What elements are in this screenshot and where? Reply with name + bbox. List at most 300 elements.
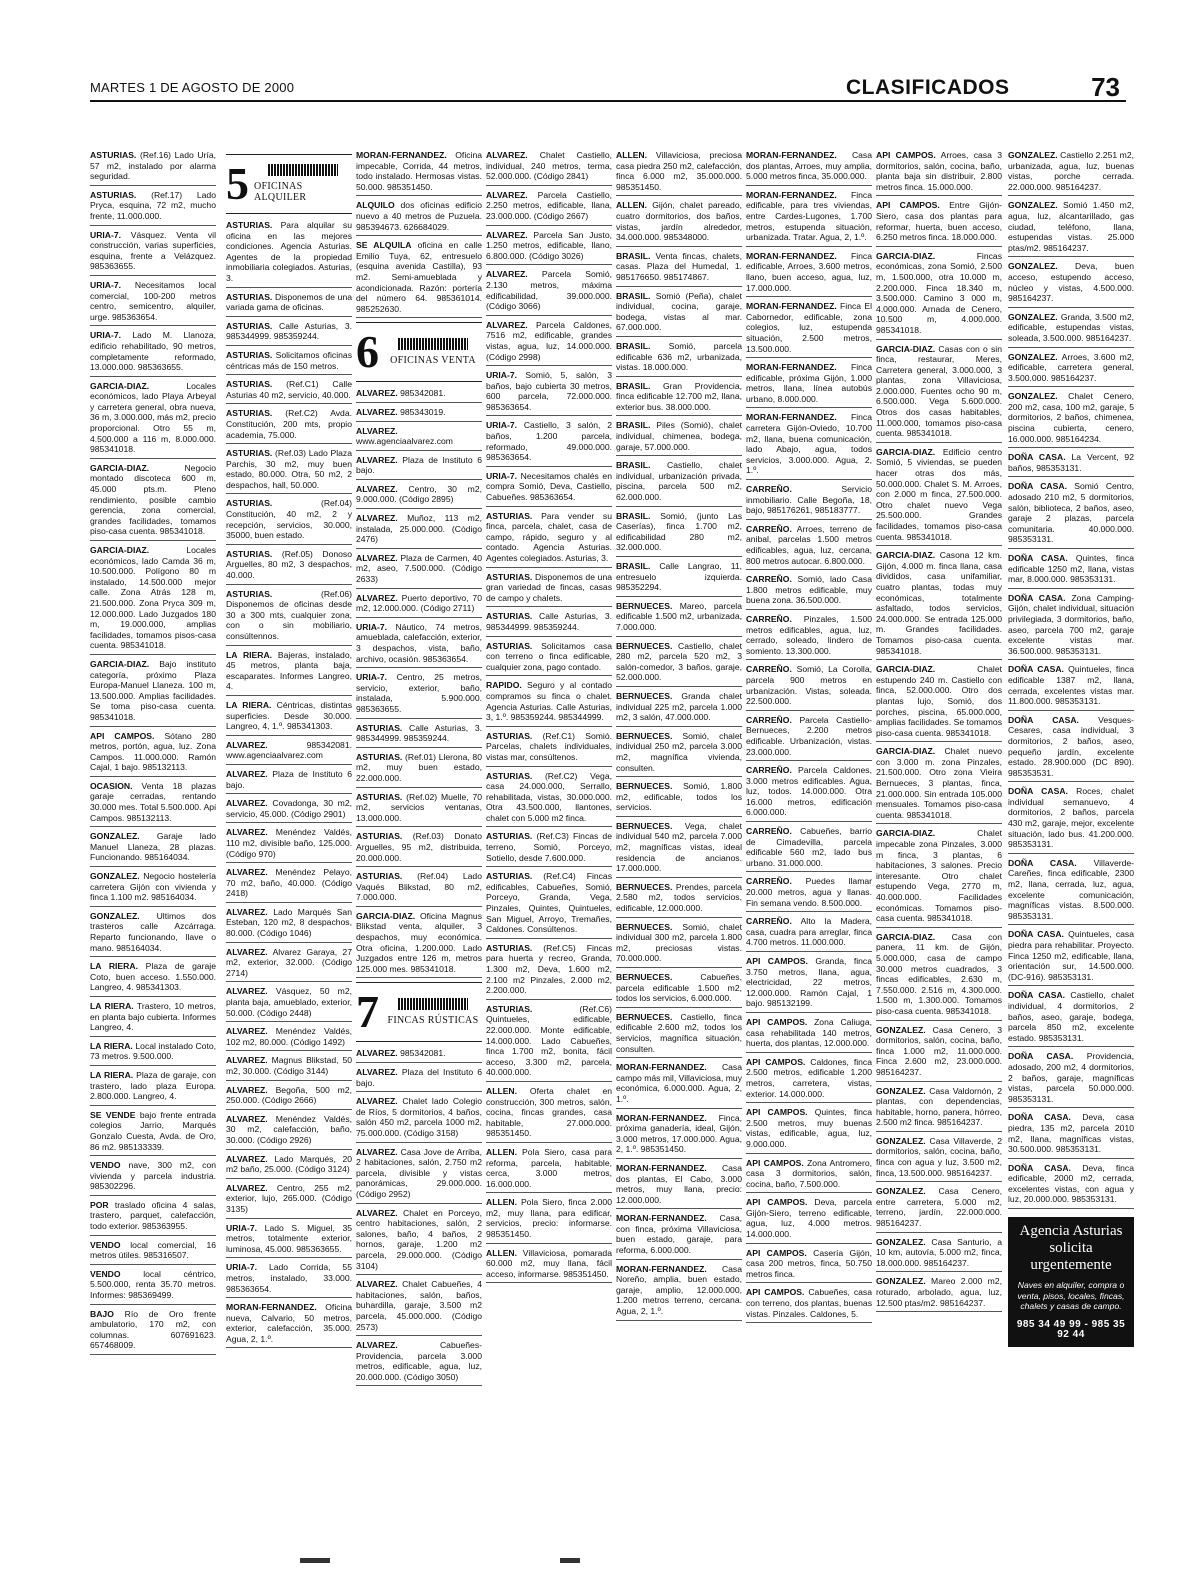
column-2: [226, 150, 352, 1555]
classified-ad: [746, 664, 872, 710]
classified-ad: [356, 792, 482, 828]
ad-text: Pinzales, 1.500 metros edificables, agua, luz, cerrado, soleado, lindero de somiento. 13.300.000.: [746, 613, 872, 656]
ad-text: Castiello 2.251 m2, urbanizada, agua, luz, buenas vistas, porche cerrada. 22.000.000. 985164237.: [1008, 150, 1134, 192]
ad-text: Quintes, finca edificable 1250 m2, llana, vistas mar, 8.000.000. 985353131.: [1008, 553, 1134, 585]
classified-ad: [226, 498, 352, 544]
ad-text: Entre Gijón-Siero, casa dos plantas para reformar, huerta, buen acceso, 6.250 metros finca. 18.000.000.: [876, 200, 1002, 243]
advertiser-name: ALVAREZ.: [226, 1113, 268, 1124]
classified-ad: [616, 420, 742, 456]
advertiser-name: ASTURIAS.: [226, 320, 273, 331]
ad-text: Calle Asturias, 3. 985344999. 985359244.: [356, 722, 482, 744]
advertiser-name: ASTURIAS.: [226, 379, 273, 390]
ad-text: Gran Providencia, finca edificable 12.700 m2, llana, exterior bus. 38.000.000.: [616, 380, 742, 412]
classified-ad: [356, 484, 482, 509]
ad-text: Vesques-Cesares, casa individual, 3 dormitorios, 2 baños, aseo, pequeño jardín, excelente estado. 28.900.000 (DC 890). 985353531.: [1008, 714, 1134, 778]
advertiser-name: ASTURIAS.: [486, 770, 533, 781]
classified-ad: [1008, 593, 1134, 661]
ad-text: Ultimos dos trasteros calle Azcárraga. Reparto funcionando, llave o mano. 985164034.: [90, 910, 216, 953]
classified-ad: [90, 1041, 216, 1066]
classified-ad: [486, 150, 612, 186]
ad-text: Plaza de garaje Coto, buen acceso. 1.550.000. Langreo, 4. 985341303.: [90, 961, 216, 993]
advertiser-name: GARCIA-DIAZ.: [876, 746, 936, 757]
ad-text: Menéndez Valdés, 102 m2, 80.000. (Código 1492): [226, 1026, 352, 1047]
section-number: 7: [356, 986, 379, 1038]
classified-ad: [90, 1269, 216, 1305]
section-number: 5: [226, 158, 249, 209]
ad-text: Somió, (junto Las Caserías), finca 1.700 m2, edificabilidad 280 m2, 32.000.000.: [616, 510, 742, 553]
ad-text: Finca El Cabornedor, edificable, zona colegios, luz, estupenda situación, 2.500 metros, 13.500.000.: [746, 301, 872, 354]
advertiser-name: RAPIDO.: [486, 680, 522, 691]
classified-ad: [616, 641, 742, 687]
advertiser-name: BERNUECES.: [616, 1011, 673, 1022]
ad-text: Castiello, chalet individual, urbanización privada, piscina, parcela 500 m2, 62.000.000.: [616, 460, 742, 503]
section-header-s7: [356, 982, 482, 1042]
advertiser-name: MORAN-FERNANDEZ.: [746, 189, 837, 200]
classified-ad: [226, 448, 352, 494]
ad-text: Granda, finca 3.750 metros, llana, agua, electricidad, 22 metros, 12.000.000. Ramón Cajal, 1 bajo. 985132199.: [746, 956, 872, 1009]
advertiser-name: ALQUILO: [356, 200, 395, 211]
classified-ad: [616, 1213, 742, 1259]
advertiser-name: BRASIL.: [616, 250, 651, 261]
advertiser-name: ASTURIAS.: [226, 498, 273, 509]
ad-text: Náutico, 74 metros, amueblada, calefacción, exterior, 3 despachos, vista, baño, archivo, ocasión. 985363654.: [356, 621, 482, 664]
ad-text: Parcela Castiello-Bernueces, 2.200 metros edificable. Urbanización, vistas. 23.000.000.: [746, 714, 872, 757]
classified-ad: [226, 1302, 352, 1348]
classified-ad: [876, 1186, 1002, 1232]
ad-text: local céntrico, 5.500.000, renta 35.70 metros. Informes: 985369499.: [90, 1268, 216, 1301]
classified-ad: [486, 511, 612, 568]
classified-ad: [746, 916, 872, 952]
ad-text: Finca edificable, para tres viviendas, entre Cardes-Lugones, 1.700 metros, estupenda situación, urbanizada. Tratar. Agua, 2, 1.º.: [746, 189, 872, 243]
classified-ad: [486, 230, 612, 266]
ad-text: Solicitamos oficinas céntricas más de 150 metros.: [226, 349, 352, 371]
classified-ad: [90, 330, 216, 376]
ad-text: (Ref.C1) Somió. Parcelas, chalets individuales, vistas mar, consúltenos.: [486, 730, 612, 762]
advertiser-name: BRASIL.: [616, 340, 651, 351]
classified-ad: [90, 463, 216, 541]
ad-text: Deva, parcela Gijón-Siero, terreno edificable, agua, luz, 4.000 metros. 14.000.000.: [746, 1197, 872, 1240]
advertiser-name: ALVAREZ.: [356, 388, 398, 399]
ad-text: Puedes llamar 20.000 metros, agua y llanas. Fin semana vendo. 8.500.000.: [746, 876, 872, 908]
advertiser-name: GARCIA-DIAZ.: [90, 380, 150, 391]
advertiser-name: MORAN-FERNANDEZ.: [746, 301, 837, 312]
classified-ad: [356, 553, 482, 589]
classified-ad: [1008, 391, 1134, 448]
classified-ad: [226, 1223, 352, 1259]
classified-ad: [90, 659, 216, 727]
classified-ad: [226, 1183, 352, 1219]
advertiser-name: BERNUECES.: [616, 820, 673, 831]
ad-text: Cabueñes, parcela edificable 1.500 m2, todos los servicios, 6.000.000.: [616, 972, 742, 1004]
advertiser-name: GONZALEZ.: [876, 1085, 926, 1096]
advertiser-name: GONZALEZ.: [90, 831, 140, 842]
advertiser-name: GARCIA-DIAZ.: [876, 343, 936, 354]
advertiser-name: BERNUECES.: [616, 972, 673, 982]
advertiser-name: GONZALEZ.: [876, 1186, 926, 1197]
advertiser-name: BERNUECES.: [616, 640, 673, 651]
advertiser-name: CARREÑO.: [746, 613, 792, 624]
advertiser-name: ALVAREZ.: [356, 425, 398, 436]
classified-ad: [876, 200, 1002, 246]
advertiser-name: DOÑA CASA.: [1008, 714, 1079, 725]
ad-text: Chalet estupendo 240 m. Castiello con finca, 52.000.000. Otro dos plantas lujo, Somió, dos porches, piscina, 65.000.000, amplias facilidades. Se tomamos piso-casa cuenta. 985341018.: [876, 664, 1002, 738]
advertiser-name: LA RIERA.: [90, 1069, 134, 1080]
advertiser-name: ALVAREZ.: [356, 1279, 398, 1290]
ad-text: Villaviciosa, pomarada 60.000 m2, muy llana, fácil acceso, informarse. 985351450.: [486, 1247, 612, 1279]
classified-ad: [1008, 200, 1134, 257]
advertiser-name: DOÑA CASA.: [1008, 452, 1066, 463]
column-6: [746, 150, 872, 1555]
ad-text: Casería Gijón, casa 200 metros, finca, 50.750 metros finca.: [746, 1247, 872, 1279]
advertiser-name: DOÑA CASA.: [1008, 553, 1068, 563]
ad-text: Alvarez Garaya, 27 m2, exterior, 32.000. (Código 2714): [226, 946, 352, 978]
ad-text: Casa dos plantas, El Cabo, 3.000 metros, muy llana, precio: 12.000.000.: [616, 1162, 742, 1205]
advertiser-name: ALVAREZ.: [226, 1084, 268, 1095]
ad-text: Providencia, adosado, 200 m2, 4 dormitorios, 2 baños, garaje, magníficas vistas, parcela 50.000.000. 985353131.: [1008, 1051, 1134, 1104]
classified-ad: [356, 1096, 482, 1142]
classified-ad: [226, 700, 352, 736]
ad-text: Venta fincas, chalets, casas. Plaza del Humedal, 1. 985176650. 985174867.: [616, 250, 742, 282]
ad-text: Centro, 255 m2, exterior, lujo, 265.000. (Código 3135): [226, 1182, 352, 1214]
bottom-crop-mark: [300, 1558, 330, 1563]
ad-text: Somió, 1.800 m2, edificable, todos los servicios.: [616, 781, 742, 813]
ad-text: Castiello, finca edificable 2.600 m2, todos los servicios, magnífica situación, consulten.: [616, 1011, 742, 1054]
ad-text: Lado S. Miguel, 35 metros, totalmente exterior, luminosa, 45.000. 985363655.: [226, 1222, 352, 1254]
ad-text: Casa campo más mil, Villaviciosa, muy económica, 6.000.000. Agua, 2, 1.º.: [616, 1062, 742, 1104]
promo-subtitle: solicita urgentemente: [1030, 1240, 1112, 1274]
classified-ad: [1008, 990, 1134, 1047]
advertiser-name: BRASIL.: [616, 380, 651, 391]
classified-ad: [356, 672, 482, 718]
classified-ad: [616, 731, 742, 777]
advertiser-name: GARCIA-DIAZ.: [876, 828, 936, 839]
classified-ad: [356, 426, 482, 451]
promo-body: Naves en alquiler, compra o venta, pisos, locales, fincas, chalets y casas de campo.: [1017, 1280, 1125, 1312]
classified-ad: [876, 150, 1002, 196]
classified-ad: [90, 781, 216, 827]
classified-ad: [876, 1136, 1002, 1182]
ad-text: (Ref.C4) Fincas edificables, Cabueñes, Somió, Porceyo, Granda, Vega, Pinzales, Quintes, Quintueles, San Miguel, Arroyo, Tremañes, Caldones. Consúltenos.: [486, 871, 612, 935]
classified-ad: [746, 876, 872, 912]
ad-text: (Ref.C2) Vega, casa 24.000.000, Serrallo, rehabilitada, vistas, 30.000.000. Otra 43.500.000, llantones, chalet con 5.000 m2 finca.: [486, 770, 612, 823]
advertiser-name: API CAMPOS.: [746, 1197, 808, 1208]
ad-text: Caldones, finca 2.500 metros, edificable 1.200 metros, carretera, vistas, exterior. 14.000.000.: [746, 1056, 872, 1099]
advertiser-name: ALLEN.: [616, 150, 648, 160]
advertiser-name: ASTURIAS.: [226, 220, 273, 230]
column-4: [486, 150, 612, 1555]
classified-ad: [746, 1158, 872, 1194]
advertiser-name: CARREÑO.: [746, 765, 792, 776]
ad-text: Cabueñes-Providencia, parcela 3.000 metros, edificable, agua, luz, 20.000.000. (Código 3050): [356, 1340, 482, 1382]
advertiser-name: GONZALEZ.: [1008, 200, 1058, 211]
classified-ad: [616, 251, 742, 287]
classified-ad: [876, 664, 1002, 742]
classified-ad: [90, 280, 216, 326]
classified-ad: [226, 321, 352, 346]
classified-ad: [616, 341, 742, 377]
advertiser-name: DOÑA CASA.: [1008, 990, 1066, 1001]
classified-ad: [226, 549, 352, 585]
ad-text: Begoña, 500 m2, 250.000. (Código 2666): [226, 1084, 352, 1106]
classified-ad: [876, 1025, 1002, 1082]
advertiser-name: BERNUECES.: [616, 881, 673, 892]
page-number: 73: [1091, 72, 1120, 102]
ad-text: 985342081.: [400, 388, 446, 399]
advertiser-name: URIA-7.: [486, 470, 518, 481]
ad-text: Casona 12 km. Gijón, 4.000 m. finca llana, casa divididos, casa unifamiliar, cuatro plantas, todas muy económicas, totalmente asfaltado, todos servicios, 24.000.000. Se entrada 125.000 m. Grandes facilidades. Tomamos piso-casa cuenta. 985341018.: [876, 550, 1002, 656]
advertiser-name: CARREÑO.: [746, 826, 792, 837]
classified-ad: [486, 771, 612, 828]
classified-ad: [616, 1264, 742, 1321]
ad-text: Fincas económicas, zona Somió, 2.500 m, 1.500.000, otra 10.000 m, 2.200.000. Finca 18.340 m, 3.500.000. Camino 3 000 m, 4.000.000. Arnada de Cenero, 10.500 m, 4.000.000. 985341018.: [876, 250, 1002, 335]
ad-text: (Ref.C3) Fincas de terreno, Somió, Porceyo, Sotiello, desde 7.600.000.: [486, 831, 612, 863]
ad-text: Río de Oro frente ambulatorio, 170 m2, con columnas. 607691623. 657468009.: [90, 1308, 216, 1351]
bottom-crop-mark: [560, 1558, 580, 1563]
classified-ad: [486, 370, 612, 416]
advertiser-name: ALVAREZ.: [486, 150, 528, 160]
classified-ad: [356, 723, 482, 748]
classified-ad: [356, 622, 482, 668]
ad-text: Castiello, chalet 280 m2, parcela 520 m2, 3 salón-comedor, 3 baños, garaje, 52.000.000.: [616, 640, 742, 683]
classified-ad: [746, 574, 872, 610]
ad-text: (Ref.C5) Fincas para huerta y recreo, Granda, 1.300 m2, Deva, 1.600 m2, 2.100 m2 Pinzales, 2.000 m2, 2.200.000.: [486, 942, 612, 996]
ad-text: Somió, lado Casa 1.800 metros edificable, muy buena zona. 36.500.000.: [746, 574, 872, 606]
advertiser-name: BERNUECES.: [616, 921, 673, 932]
ad-text: 985343019.: [400, 406, 446, 417]
advertiser-name: BRASIL.: [616, 290, 651, 301]
ad-text: Arroes, casa 3 dormitorios, salón, cocina, baño, planta baja sin distribuir, 2.800 metros finca. 15.000.000.: [876, 150, 1002, 192]
classified-ad: [1008, 481, 1134, 549]
ad-text: Zona Camping-Gijón, chalet individual, situación privilegiada, 3 dormitorios, baño, aseo, parcela 700 m2, garaje excelente vistas mar. 36.500.000. 985353131.: [1008, 592, 1134, 656]
ad-text: Castiello, chalet individual, 4 dormitorios, 2 baños, aseo, garaje, bodega, parcela 850 m2, excelente estado. 985353131.: [1008, 990, 1134, 1043]
ad-text: Villaverde-Careñes, finca edificable, 2300 m2, llana, cerrada, luz, agua, excelente comunicación, magníficas vistas. 8.500.000. 985353131.: [1008, 857, 1134, 921]
advertiser-name: URIA-7.: [356, 621, 388, 632]
advertiser-name: GARCIA-DIAZ.: [876, 931, 936, 942]
advertiser-name: ASTURIAS.: [226, 291, 273, 302]
advertiser-name: VENDO: [90, 1239, 121, 1250]
advertiser-name: ASTURIAS.: [486, 510, 533, 521]
classified-ad: [486, 831, 612, 867]
advertiser-name: GONZALEZ.: [1008, 391, 1058, 402]
ad-text: Somió Centro, adosado 210 m2, 5 dormitorios, salón, biblioteca, 2 baños, aseo, garaje 2 plazas, parcela comunitaria. 40.000.000. 985353131.: [1008, 481, 1134, 545]
advertiser-name: URIA-7.: [226, 1262, 258, 1273]
classified-ad: [616, 821, 742, 878]
classified-ad: [746, 190, 872, 247]
advertiser-name: ALLEN.: [486, 1247, 518, 1258]
advertiser-name: ALVAREZ.: [356, 406, 398, 417]
classified-ad: [746, 1107, 872, 1153]
section-hatch-ornament: [398, 998, 468, 1010]
ad-text: Oficina Magnus Blikstad venta, alquiler, 3 despachos, muy económica. Otra oficina, 1.200.000. Lado Juzgados entre 126 m, metros 125.000 mes. 985341018.: [356, 910, 482, 974]
classified-ad: [1008, 929, 1134, 986]
ad-text: Deva, finca edificable, 2000 m2, cerrada, excelentes vistas, con agua y luz, 20.000.000. 985353131.: [1008, 1162, 1134, 1205]
classified-ad: [746, 956, 872, 1013]
section-number: 6: [356, 326, 379, 378]
classified-ad: [486, 420, 612, 466]
advertiser-name: ALVAREZ.: [486, 229, 528, 240]
classified-ad: [616, 972, 742, 1008]
ad-text: Calle Asturias, 3. 985344999. 985359244.: [226, 320, 352, 342]
advertiser-name: ASTURIAS.: [226, 588, 273, 599]
classified-ad: [876, 447, 1002, 546]
advertiser-name: API CAMPOS.: [746, 1056, 806, 1067]
advertiser-name: GONZALEZ.: [876, 1236, 926, 1247]
advertiser-name: GARCIA-DIAZ.: [876, 446, 936, 457]
classified-ad: [616, 1113, 742, 1159]
ad-text: Centro, 30 m2, 9.000.000. (Código 2895): [356, 483, 482, 505]
advertiser-name: DOÑA CASA.: [1008, 1112, 1071, 1123]
advertiser-name: ALVAREZ.: [226, 946, 268, 957]
advertiser-name: ASTURIAS.: [356, 831, 403, 842]
advertiser-name: GONZALEZ.: [90, 910, 140, 921]
classified-ad: [486, 1248, 612, 1284]
advertiser-name: URIA-7.: [356, 672, 388, 683]
ad-text: Casa Santurio, a 10 km, autovía, 5.000 m2, finca, 18.000.000. 985164237.: [876, 1236, 1002, 1268]
advertiser-name: ALVAREZ.: [356, 483, 398, 494]
advertiser-name: OCASION.: [90, 780, 133, 791]
advertiser-name: BERNUECES.: [616, 690, 673, 701]
promo-title: Agencia Asturias: [1019, 1223, 1123, 1240]
advertiser-name: GARCIA-DIAZ.: [90, 545, 150, 555]
advertiser-name: ALVAREZ.: [226, 768, 268, 779]
ad-text: Lado Marqués, 20 m2 baño, 25.000. (Código 3124): [226, 1153, 352, 1175]
ad-text: Chalet nuevo con 3.000 m. zona Pinzales, 21.500.000. Otro zona Vieira Bernueces, 3 plantas, finca, 21.000.000. Sin entrada 105.000 mensuales. Tomamos piso-casa cuenta. 985341018.: [876, 746, 1002, 820]
classified-ad: [226, 1262, 352, 1298]
advertiser-name: GARCIA-DIAZ.: [90, 462, 150, 473]
advertiser-name: URIA-7.: [226, 1222, 258, 1233]
advertiser-name: SE VENDE: [90, 1109, 136, 1120]
ad-text: Chalet Cenero, 200 m2, casa, 100 m2, garaje, 5 dormitorios, 2 baños, chimenea, piscina cubierta, cenero, 16.000.000. 985164234.: [1008, 391, 1134, 444]
ad-text: Lado Marqués San Esteban, 120 m2, 8 despachos, 80.000. (Código 1046): [226, 906, 352, 939]
advertiser-name: ALVAREZ.: [226, 986, 268, 997]
advertiser-name: BERNUECES.: [616, 730, 673, 741]
ad-text: Oficina impecable, Corrida, 44 metros, todo instalado. Hermosas vistas. 50.000. 985351450.: [356, 150, 482, 192]
ad-text: Deva, buen acceso, estupendo acceso, núcleo y vistas, 4.500.000. 985164237.: [1008, 261, 1134, 304]
ad-text: www.agenciaalvarez.com: [356, 436, 453, 447]
classified-ad: [90, 1001, 216, 1037]
ad-text: Bajo instituto categoría, próximo Plaza Europa-Manuel Llaneza. 100 m, 13.500.000. Amplias facilidades. Se toma piso-casa cuenta. 985341018.: [90, 658, 216, 722]
classified-ad: [616, 1062, 742, 1108]
ad-text: Somió, La Corolla, parcela 900 metros en urbanización. Vistas, soleada. 22.500.000.: [746, 664, 872, 707]
ad-text: Pola Siero, finca 2.000 m2, muy llana, para edificar, servicios, precio: informarse. 985351450.: [486, 1197, 612, 1240]
ad-text: Gijón, chalet pareado, cuatro dormitorios, dos baños, vistas, jardín alrededor, 34.000.000. 985348000.: [616, 200, 742, 243]
ad-text: Castiello, 3 salón, 2 baños, 1.200 parcela, reformado, 49.000.000. 985363654.: [486, 420, 612, 463]
ad-text: Magnus Blikstad, 50 m2, 30.000. (Código 3144): [226, 1055, 352, 1076]
classified-ad: [226, 740, 352, 765]
advertiser-name: API CAMPOS.: [746, 1287, 805, 1298]
ad-text: 985342081.: [400, 1048, 446, 1059]
ad-text: Oferta chalet en construcción, 300 metros, salón, cocina, fincas grandes, casa habitable, 27.000.000. 985351450.: [486, 1085, 612, 1139]
advertiser-name: BRASIL.: [616, 460, 651, 471]
ad-text: Sótano 280 metros, portón, agua, luz. Zona Campos. 11.000.000. Ramón Cajal, 1 bajo. 985132113.: [90, 730, 216, 773]
classified-ad: [486, 943, 612, 1000]
classified-ad: [876, 932, 1002, 1021]
classified-ad: [876, 251, 1002, 340]
advertiser-name: MORAN-FERNANDEZ.: [746, 250, 837, 261]
advertiser-name: ASTURIAS.: [226, 349, 273, 360]
ad-text: Casas con o sin finca, restaurar, Meres, Carretera general, 3.000.000, 3 plantas, zona Villaviciosa, 2.000.000. Fuentes ocho 90 m, 6.500.000. Vega 5.600.000. Otros dos casas habitables, 11.000.000, tomamos piso-casa cuenta. 985341018.: [876, 343, 1002, 439]
ad-text: Chalet Castiello, individual, 240 metros, terma, 52.000.000. (Código 2841): [486, 150, 612, 182]
advertiser-name: LA RIERA.: [226, 699, 272, 710]
advertiser-name: ASTURIAS.: [486, 730, 533, 741]
advertiser-name: DOÑA CASA.: [1008, 786, 1068, 797]
classified-ad: [356, 1279, 482, 1336]
ad-text: (Ref.C6) Quintueles, edificable, 22.000.000. Monte edificable, 14.000.000. Lado Cabueñes, finca 1.700 m2, bonita, fácil acceso, 3.300 m2, parcela, 40.000.000.: [486, 1003, 612, 1078]
advertiser-name: URIA-7.: [486, 420, 518, 431]
advertiser-name: URIA-7.: [90, 279, 122, 290]
classified-ad: [486, 641, 612, 677]
ad-text: Plaza del Instituto 6 bajo.: [356, 1067, 482, 1088]
classified-ad: [1008, 1051, 1134, 1108]
ad-text: Parcela Caldones, 7516 m2, edificable, grandes vistas, agua, luz, 14.000.000. (Código 2998): [486, 319, 612, 362]
classified-ad: [1008, 715, 1134, 783]
advertiser-name: MORAN-FERNANDEZ.: [226, 1302, 317, 1313]
advertiser-name: ALVAREZ.: [226, 798, 268, 809]
ad-text: Mareo 2.000 m2, roturado, arbolado, agua, luz, 12.500 ptas/m2. 985164237.: [876, 1276, 1002, 1308]
ad-text: oficina en calle Emilio Tuya, 62, entresuelo (esquina avenida Castilla), 93 m2. Semi-amueblada y acondicionada. Razón: portería del número 64. 985361014. 985252630.: [356, 240, 482, 314]
ad-text: Pola Siero, casa para reforma, parcela, habitable, cerca, 3.000 metros, 16.000.000.: [486, 1146, 612, 1189]
ad-text: Necesitamos local comercial, 100-200 metros centro, semicentro, alquiler, urge. 985363654.: [90, 279, 216, 322]
advertiser-name: ALVAREZ.: [356, 1096, 398, 1107]
advertiser-name: API CAMPOS.: [746, 1107, 808, 1118]
classified-ad: [876, 1237, 1002, 1273]
advertiser-name: BAJO: [90, 1308, 114, 1319]
classified-ad: [226, 986, 352, 1022]
ad-text: Bajeras, instalado, 45 metros, planta baja, escaparates. Informes Langreo, 4.: [226, 649, 352, 692]
advertiser-name: SE ALQUILA: [356, 240, 412, 251]
column-7: [876, 150, 1002, 1555]
classified-ad: [616, 922, 742, 968]
ad-text: Granda, 3.500 m2, edificable, estupendas vistas, soleada, 3.500.000. 985164237.: [1008, 311, 1134, 343]
classified-ad: [616, 781, 742, 817]
section-title: CLASIFICADOS: [846, 76, 1010, 99]
advertiser-name: ALLEN.: [616, 200, 648, 211]
column-3: [356, 150, 482, 1555]
ad-text: Finca carretera Gijón-Oviedo, 10.700 m2, llana, buena comunicación, lado Abajo, agua, todos servicios, 3.000.000. Agua, 2, 1.º.: [746, 412, 872, 476]
classified-ad: [90, 190, 216, 226]
classified-ad: [356, 240, 482, 318]
advertiser-name: ASTURIAS.: [356, 722, 403, 733]
classified-ad: [1008, 1163, 1134, 1209]
ad-text: Casa con panera, 11 km. de Gijón, 5.000.000, casa de campo 30.000 metros cuadrados, 3 fincas edificables, 2.630 m, 7.550.000. 2.516 m, 4.300.000. 1.500 m, 1.300.000. Tomamos piso-casa cuenta. 985341018.: [876, 931, 1002, 1016]
classified-ad: [486, 611, 612, 636]
classified-ad: [226, 220, 352, 288]
ad-text: (Ref.C2) Avda. Constitución, 200 mts, propio academia, 75.000.: [226, 408, 352, 440]
classified-ad: [746, 614, 872, 660]
advertiser-name: DOÑA CASA.: [1008, 1051, 1074, 1062]
ad-text: Chalet lado Colegio de Ríos, 5 dormitorios, 4 baños, salón 450 m2, parcela 1000 m2, 75.000.000. (Código 3158): [356, 1096, 482, 1138]
classified-ad: [876, 1276, 1002, 1312]
advertiser-name: MORAN-FERNANDEZ.: [616, 1062, 707, 1073]
classified-ad: [1008, 553, 1134, 589]
advertiser-name: API CAMPOS.: [90, 730, 155, 741]
advertiser-name: GONZALEZ.: [1008, 311, 1058, 322]
classified-ad: [226, 798, 352, 823]
ad-text: local comercial, 16 metros útiles. 985316507.: [90, 1239, 216, 1261]
classified-ad: [226, 1085, 352, 1110]
classified-ad: [356, 831, 482, 867]
classified-ad: [616, 691, 742, 727]
advertiser-name: POR: [90, 1199, 109, 1210]
advertiser-name: ALVAREZ.: [356, 1207, 398, 1218]
advertiser-name: VENDO: [90, 1268, 121, 1279]
advertiser-name: ALVAREZ.: [226, 1026, 268, 1037]
classified-ad: [746, 715, 872, 761]
ad-text: Oficina nueva, Calvario, 50 metros, exterior, calefacción, 35.000. Agua, 2, 1.º.: [226, 1302, 352, 1344]
classified-ad: [746, 524, 872, 570]
classified-ad: [616, 511, 742, 557]
ad-text: Negocio montado discoteca 600 m, 45.000 pts.m. Pleno rendimiento, posible cambio gerencia, zona comercial, grandes facilidades, tomamos piso-casa cuenta. 985341018.: [90, 462, 216, 537]
